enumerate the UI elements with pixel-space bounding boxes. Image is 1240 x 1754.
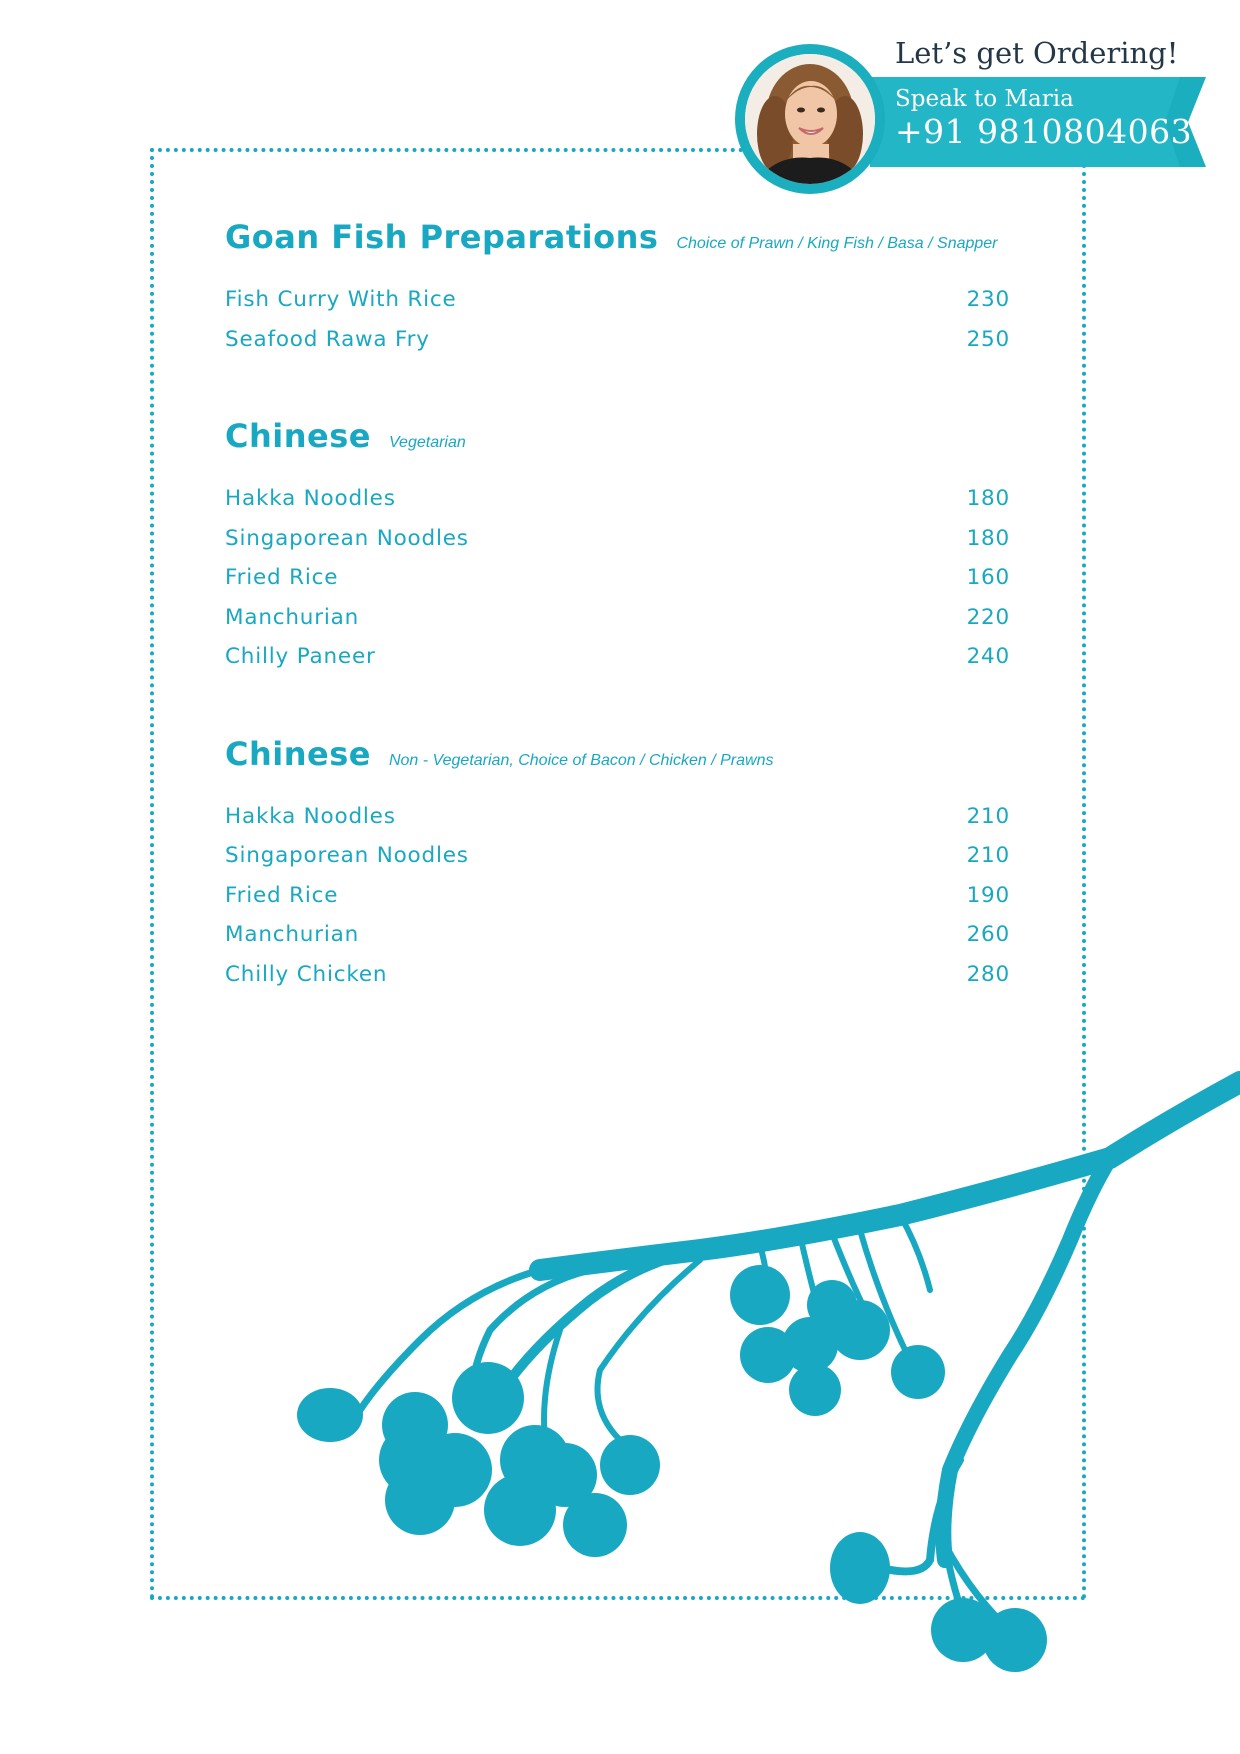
menu-item (225, 797, 1010, 837)
menu-section (225, 735, 1010, 995)
section-title: Chinese (225, 734, 371, 773)
portrait-illustration (745, 54, 875, 184)
item-list (225, 797, 1010, 995)
item-list (225, 280, 1010, 359)
menu-item (225, 519, 1010, 559)
item-name: Fish Curry With Rice (225, 287, 457, 313)
item-name: Manchurian (225, 922, 360, 948)
item-price: 260 (966, 922, 1010, 948)
item-price: 160 (966, 565, 1010, 591)
item-price: 240 (966, 644, 1010, 670)
menu-item (225, 876, 1010, 916)
section-header (225, 417, 1010, 473)
menu-section (225, 417, 1010, 677)
contact-info (895, 85, 1192, 151)
item-price: 180 (966, 486, 1010, 512)
menu (225, 218, 1010, 1052)
section-note: Vegetarian (388, 434, 466, 451)
item-price: 220 (966, 604, 1010, 630)
menu-item (225, 479, 1010, 519)
section-note: Choice of Prawn / King Fish / Basa / Snapper (676, 235, 998, 252)
item-name: Singaporean Noodles (225, 843, 469, 869)
menu-item (225, 915, 1010, 955)
item-price: 190 (966, 882, 1010, 908)
item-price: 180 (966, 525, 1010, 551)
item-name: Fried Rice (225, 882, 339, 908)
item-name: Chilly Paneer (225, 644, 376, 670)
avatar (745, 54, 875, 184)
menu-section (225, 218, 1010, 359)
section-header (225, 218, 1010, 274)
item-price: 210 (966, 843, 1010, 869)
item-name: Fried Rice (225, 565, 339, 591)
menu-item (225, 320, 1010, 360)
menu-item (225, 558, 1010, 598)
item-name: Singaporean Noodles (225, 525, 469, 551)
ordering-heading: Let’s get Ordering! (895, 36, 1179, 70)
item-price: 230 (966, 287, 1010, 313)
menu-item (225, 637, 1010, 677)
item-price: 210 (966, 803, 1010, 829)
portrait-badge (735, 44, 885, 194)
contact-name: Speak to Maria (895, 86, 1074, 112)
section-header (225, 735, 1010, 791)
contact-phone[interactable]: +91 9810804063 (895, 112, 1193, 151)
menu-item (225, 836, 1010, 876)
item-name: Chilly Chicken (225, 961, 388, 987)
menu-item (225, 280, 1010, 320)
item-name: Seafood Rawa Fry (225, 326, 430, 352)
section-title: Goan Fish Preparations (225, 218, 659, 256)
section-title: Chinese (225, 417, 371, 455)
item-price: 280 (966, 961, 1010, 987)
section-note: Non - Vegetarian, Choice of Bacon / Chicken / Prawns (388, 751, 774, 769)
menu-item (225, 598, 1010, 638)
item-name: Hakka Noodles (225, 803, 396, 829)
item-name: Hakka Noodles (225, 486, 396, 512)
item-price: 250 (966, 326, 1010, 352)
item-list (225, 479, 1010, 677)
item-name: Manchurian (225, 604, 360, 630)
menu-item (225, 955, 1010, 995)
